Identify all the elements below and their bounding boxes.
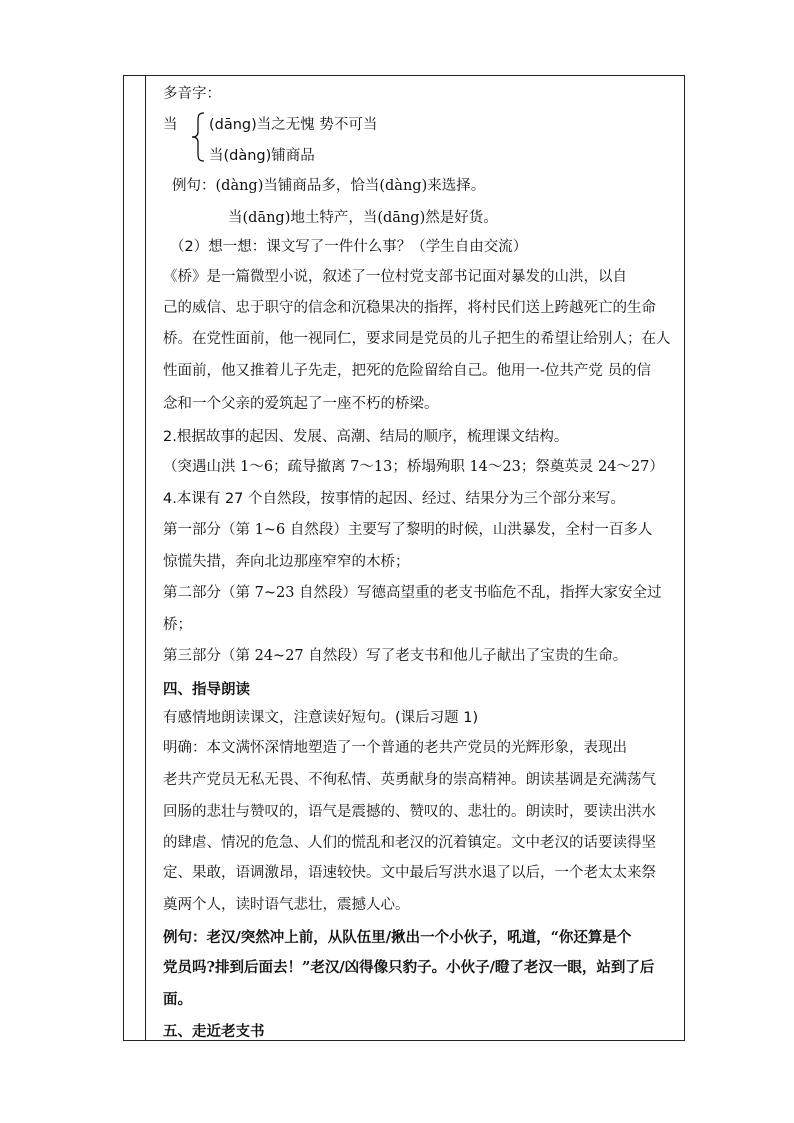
structure-summary: （突遇山洪 1～6；疏导撤离 7～13；桥塌殉职 14～23；祭奠英灵 24～27）	[163, 459, 664, 475]
example-bold-line: 党员吗?排到后面去！”老汉/凶得像只豹子。小伙子/瞪了老汉一眼，站到了后	[163, 959, 655, 976]
summary-line: 己的威信、忠于职守的信念和沉稳果决的指挥，将村民们送上跨越死亡的生命	[163, 300, 656, 316]
part-two: 第二部分（第 7~23 自然段）写德高望重的老支书临危不乱，指挥大家安全过	[163, 585, 662, 601]
part-one: 第一部分（第 1~6 自然段）主要写了黎明的时候，山洪暴发，全村一百多人	[163, 522, 653, 538]
polyphone-reading-1: (dāng)当之无愧 势不可当	[209, 117, 378, 133]
brace-symbol	[191, 112, 205, 162]
clarify-line: 回肠的悲壮与赞叹的，语气是震撼的、赞叹的、悲壮的。朗读时，要读出洪水	[163, 804, 656, 820]
example-sentence-1: 例句：(dàng)当铺商品多，恰当(dàng)来选择。	[172, 178, 486, 194]
summary-line: 桥。在党性面前，他一视同仁，要求同是党员的儿子把生的希望让给别人；在人	[163, 331, 671, 347]
task-structure: 2.根据故事的起因、发展、高潮、结局的顺序，梳理课文结构。	[163, 429, 569, 445]
polyphone-char: 当	[163, 117, 178, 133]
part-two: 桥；	[163, 617, 192, 633]
summary-line: 《桥》是一篇微型小说，叙述了一位村党支部书记面对暴发的山洪，以自	[163, 269, 627, 285]
clarify-line: 老共产党员无私无畏、不徇私情、英勇献身的崇高精神。朗读基调是充满荡气	[163, 772, 656, 788]
clarify-line: 定、果敢，语调激昂，语速较快。文中最后写洪水退了以后，一个老太太来祭	[163, 865, 656, 881]
part-one: 惊慌失措，奔向北边那座窄窄的木桥；	[163, 554, 410, 570]
clarify-line: 的肆虐、情况的危急、人们的慌乱和老汉的沉着镇定。文中老汉的话要读得坚	[163, 835, 656, 851]
clarify-line: 明确：本文满怀深情地塑造了一个普通的老共产党员的光辉形象，表现出	[163, 740, 627, 756]
section-heading-secretary: 五、走近老支书	[163, 1024, 265, 1040]
polyphone-reading-2: 当(dàng)铺商品	[209, 148, 315, 164]
task-parts: 4.本课有 27 个自然段，按事情的起因、经过、结果分为三个部分来写。	[163, 491, 626, 507]
summary-line: 念和一个父亲的爱筑起了一座不朽的桥梁。	[163, 396, 439, 412]
clarify-line: 奠两个人，读时语气悲壮，震撼人心。	[163, 897, 410, 913]
example-bold-line: 例句：老汉/突然冲上前，从队伍里/揪出一个小伙子，吼道，“你还算是个	[163, 929, 632, 946]
example-bold-line: 面。	[163, 991, 192, 1008]
part-three: 第三部分（第 24~27 自然段）写了老支书和他儿子献出了宝贵的生命。	[163, 648, 628, 664]
heading-polyphone: 多音字：	[163, 86, 221, 102]
example-sentence-2: 当(dāng)地土特产，当(dāng)然是好货。	[228, 210, 498, 226]
section-heading-reading: 四、指导朗读	[163, 682, 250, 698]
summary-line: 性面前，他又推着儿子先走，把死的危险留给自己。他用一-位共产党 员的信	[163, 363, 652, 379]
reading-instruction: 有感情地朗读课文，注意读好短句。(课后习题 1)	[163, 710, 479, 726]
question-think: （2）想一想：课文写了一件什么事？（学生自由交流）	[170, 239, 528, 255]
